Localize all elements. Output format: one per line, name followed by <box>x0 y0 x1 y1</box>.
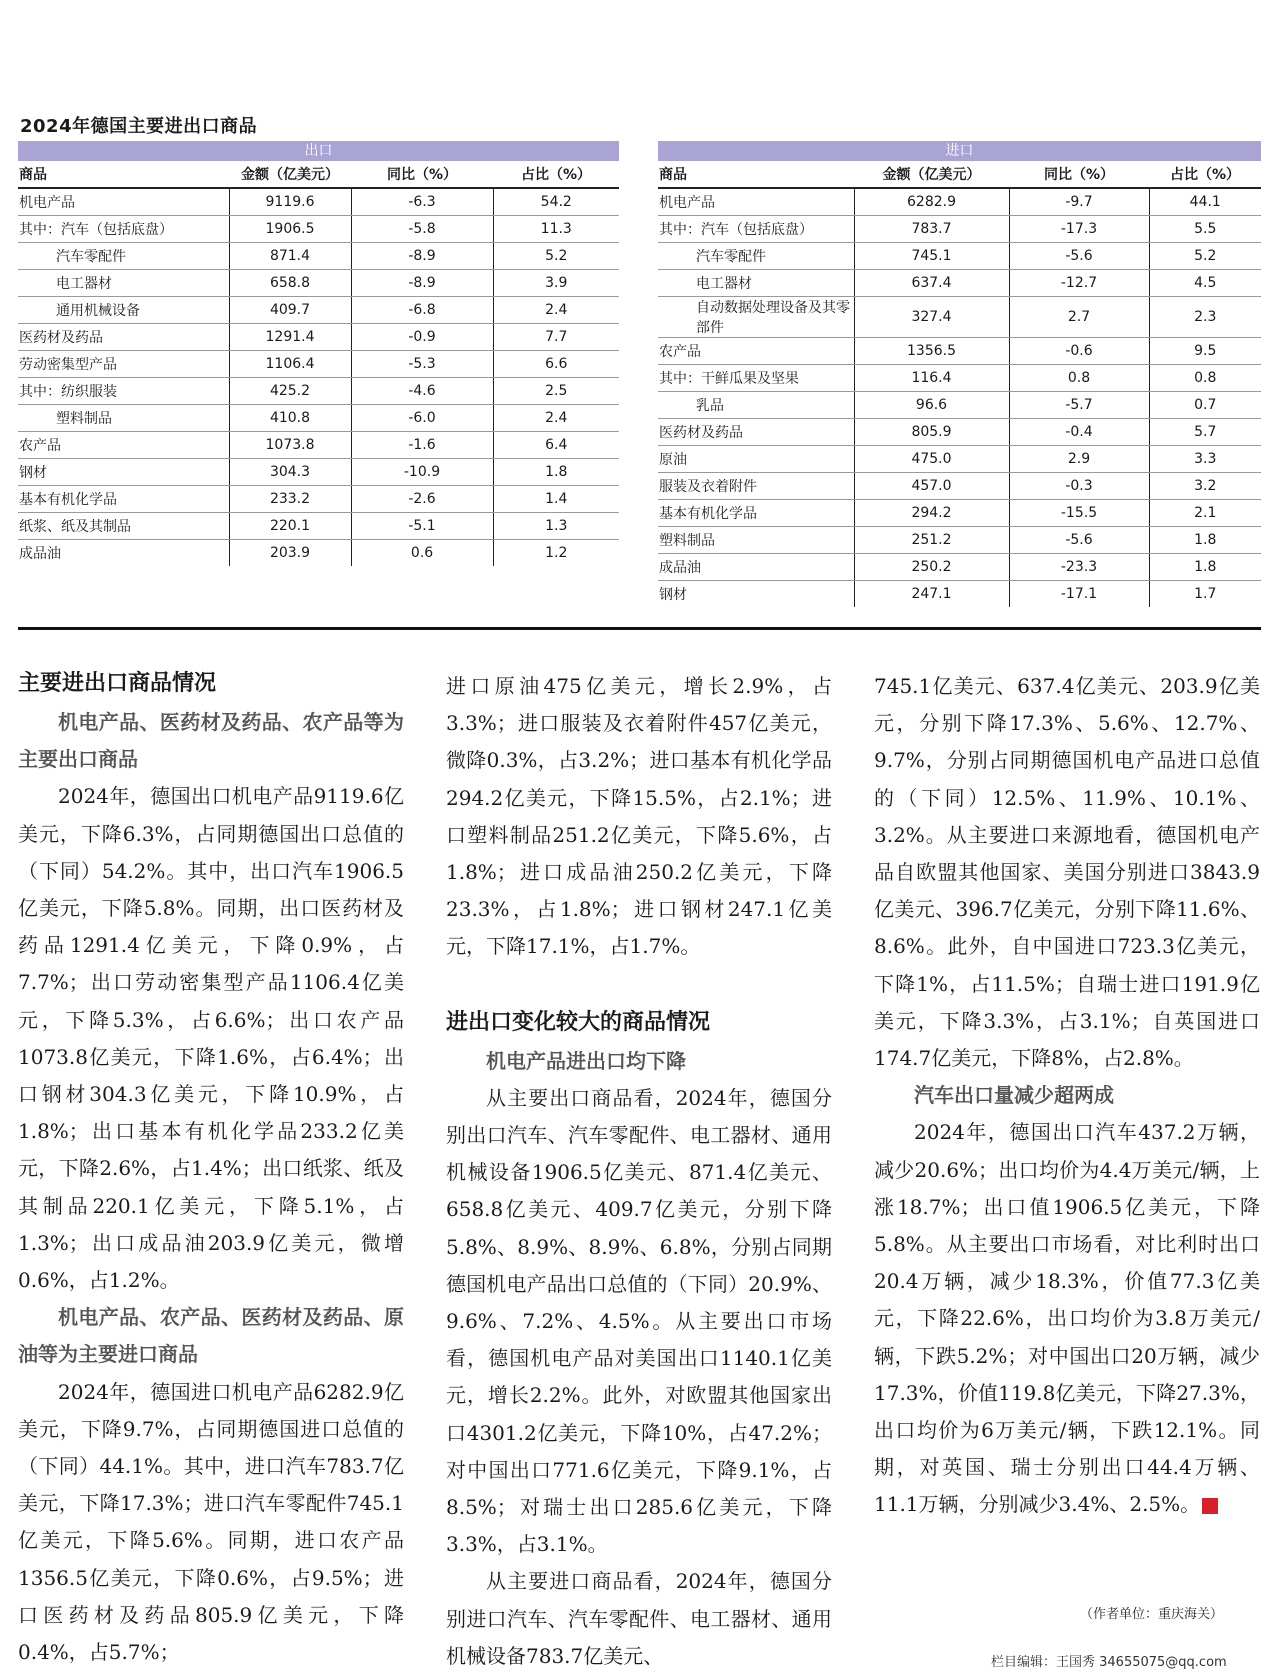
import-cell-share: 44.1 <box>1149 188 1261 216</box>
import-cell-yoy: -0.4 <box>1009 419 1149 446</box>
import-table-row <box>658 473 1261 500</box>
import-cell-yoy: -15.5 <box>1009 500 1149 527</box>
export-cell-name: 纸浆、纸及其制品 <box>18 513 229 540</box>
export-header-name: 商品 <box>18 161 229 188</box>
end-mark-icon: C <box>1202 1498 1218 1514</box>
import-cell-name: 其中：干鲜瓜果及坚果 <box>658 365 854 392</box>
export-cell-yoy: -6.3 <box>351 188 493 216</box>
subheading: 机电产品进出口均下降 <box>486 1048 686 1073</box>
export-cell-share: 6.4 <box>493 432 619 459</box>
import-band: 进口 <box>658 141 1261 161</box>
export-table-row <box>18 540 619 567</box>
export-cell-amount: 203.9 <box>229 540 351 567</box>
paragraph <box>874 1114 1260 1523</box>
export-table-row <box>18 324 619 351</box>
export-table-row <box>18 513 619 540</box>
import-header-amount: 金额（亿美元） <box>854 161 1009 188</box>
import-cell-share: 0.8 <box>1149 365 1261 392</box>
export-cell-share: 2.5 <box>493 378 619 405</box>
import-cell-name: 乳品 <box>658 392 854 419</box>
export-cell-name: 其中：汽车（包括底盘） <box>18 216 229 243</box>
export-cell-yoy: -8.9 <box>351 243 493 270</box>
export-cell-amount: 233.2 <box>229 486 351 513</box>
export-cell-yoy: -6.0 <box>351 405 493 432</box>
import-cell-amount: 251.2 <box>854 527 1009 554</box>
export-header-amount: 金额（亿美元） <box>229 161 351 188</box>
import-cell-name: 农产品 <box>658 338 854 365</box>
export-table-row <box>18 216 619 243</box>
paragraph: 745.1亿美元、637.4亿美元、203.9亿美元，分别下降17.3%、5.6%、12.7%、9.7%，分别占同期德国机电产品进口总值的（下同）12.5%、11.9%、10.1%、3.2%。从主要进口来源地看，德国机电产品自欧盟其他国家、美国分别进口3843.9亿美元、396.7亿美元，分别下降11.6%、8.6%。此外，自中国进口723.3亿美元，下降1%，占11.5%；自瑞士进口191.9亿美元，下降3.3%，占3.1%；自英国进口174.7亿美元，下降8%，占2.8%。 <box>874 674 1260 1071</box>
paragraph: 进口原油475亿美元，增长2.9%，占3.3%；进口服装及衣着附件457亿美元，微降0.3%，占3.2%；进口基本有机化学品294.2亿美元，下降15.5%，占2.1%；进口塑料制品251.2亿美元，下降5.6%，占1.8%；进口成品油250.2亿美元，下降23.3%，占1.8%；进口钢材247.1亿美元，下降17.1%，占1.7%。 <box>446 674 832 959</box>
import-header-yoy: 同比（%） <box>1009 161 1149 188</box>
import-header-name: 商品 <box>658 161 854 188</box>
import-cell-share: 3.2 <box>1149 473 1261 500</box>
import-table-row <box>658 500 1261 527</box>
section-heading: 主要进出口商品情况 <box>18 671 217 696</box>
import-cell-yoy: -12.7 <box>1009 270 1149 297</box>
export-cell-name: 电工器材 <box>18 270 229 297</box>
export-cell-yoy: -4.6 <box>351 378 493 405</box>
export-band: 出口 <box>18 141 619 161</box>
export-cell-share: 1.3 <box>493 513 619 540</box>
import-cell-amount: 327.4 <box>854 297 1009 338</box>
export-cell-yoy: -2.6 <box>351 486 493 513</box>
import-cell-amount: 96.6 <box>854 392 1009 419</box>
import-header-share: 占比（%） <box>1149 161 1261 188</box>
export-table <box>18 141 619 566</box>
export-table-row <box>18 351 619 378</box>
import-cell-share: 4.5 <box>1149 270 1261 297</box>
paragraph: 从主要出口商品看，2024年，德国分别出口汽车、汽车零配件、电工器材、通用机械设备1906.5亿美元、871.4亿美元、658.8亿美元、409.7亿美元，分别下降5.8%、8.9%、8.9%、6.8%，分别占同期德国机电产品出口总值的（下同）20.9%、9.6%、7.2%、4.5%。从主要出口市场看，德国机电产品对美国出口1140.1亿美元，增长2.2%。此外，对欧盟其他国家出口4301.2亿美元，下降10%，占47.2%；对中国出口771.6亿美元，下降9.1%，占8.5%；对瑞士出口285.6亿美元，下降3.3%，占3.1%。 <box>446 1085 832 1557</box>
import-cell-name: 服装及衣着附件 <box>658 473 854 500</box>
import-cell-yoy: 0.8 <box>1009 365 1149 392</box>
import-cell-amount: 475.0 <box>854 446 1009 473</box>
export-cell-share: 1.4 <box>493 486 619 513</box>
export-header-share: 占比（%） <box>493 161 619 188</box>
table-bottom-rule <box>18 627 1261 630</box>
export-cell-yoy: 0.6 <box>351 540 493 567</box>
editor-note: 栏目编辑：王国秀 34655075@qq.com <box>991 1655 1227 1670</box>
import-cell-name: 其中：汽车（包括底盘） <box>658 216 854 243</box>
section-heading: 进出口变化较大的商品情况 <box>446 1009 711 1035</box>
export-table-row <box>18 378 619 405</box>
export-cell-yoy: -0.9 <box>351 324 493 351</box>
import-cell-amount: 637.4 <box>854 270 1009 297</box>
export-cell-amount: 871.4 <box>229 243 351 270</box>
export-table-row <box>18 297 619 324</box>
import-cell-share: 1.7 <box>1149 581 1261 608</box>
import-cell-yoy: -0.3 <box>1009 473 1149 500</box>
import-cell-yoy: 2.7 <box>1009 297 1149 338</box>
export-cell-name: 汽车零配件 <box>18 243 229 270</box>
import-cell-amount: 783.7 <box>854 216 1009 243</box>
table-title: 2024年德国主要进出口商品 <box>20 116 258 137</box>
import-cell-share: 2.1 <box>1149 500 1261 527</box>
export-cell-amount: 658.8 <box>229 270 351 297</box>
article-column-1 <box>18 664 404 1671</box>
import-table-row <box>658 365 1261 392</box>
import-cell-share: 5.7 <box>1149 419 1261 446</box>
export-cell-yoy: -8.9 <box>351 270 493 297</box>
import-cell-amount: 805.9 <box>854 419 1009 446</box>
export-cell-yoy: -5.3 <box>351 351 493 378</box>
paragraph: 2024年，德国进口机电产品6282.9亿美元，下降9.7%，占同期德国进口总值的（下同）44.1%。其中，进口汽车783.7亿美元，下降17.3%；进口汽车零配件745.1亿美元，下降5.6%。同期，进口农产品1356.5亿美元，下降0.6%，占9.5%；进口医药材及药品805.9亿美元，下降0.4%，占5.7%； <box>18 1379 404 1665</box>
import-cell-name: 塑料制品 <box>658 527 854 554</box>
export-cell-yoy: -6.8 <box>351 297 493 324</box>
subheading: 汽车出口量减少超两成 <box>914 1083 1114 1108</box>
export-cell-amount: 1906.5 <box>229 216 351 243</box>
article-column-3 <box>874 668 1260 1524</box>
import-cell-share: 5.2 <box>1149 243 1261 270</box>
import-cell-share: 2.3 <box>1149 297 1261 338</box>
import-cell-amount: 1356.5 <box>854 338 1009 365</box>
import-cell-name: 基本有机化学品 <box>658 500 854 527</box>
import-cell-yoy: -5.6 <box>1009 527 1149 554</box>
import-table-row <box>658 554 1261 581</box>
import-table-row <box>658 243 1261 270</box>
import-cell-amount: 745.1 <box>854 243 1009 270</box>
export-cell-name: 机电产品 <box>18 188 229 216</box>
import-table-row <box>658 419 1261 446</box>
import-cell-name: 汽车零配件 <box>658 243 854 270</box>
import-table-row <box>658 297 1261 338</box>
subheading: 机电产品、医药材及药品、农产品等为主要出口商品 <box>18 710 404 772</box>
subheading: 机电产品、农产品、医药材及药品、原油等为主要进口商品 <box>18 1305 404 1367</box>
export-cell-share: 6.6 <box>493 351 619 378</box>
import-cell-name: 医药材及药品 <box>658 419 854 446</box>
export-cell-name: 钢材 <box>18 459 229 486</box>
export-table-row <box>18 486 619 513</box>
import-cell-share: 1.8 <box>1149 527 1261 554</box>
export-cell-amount: 220.1 <box>229 513 351 540</box>
paragraph: 从主要进口商品看，2024年，德国分别进口汽车、汽车零配件、电工器材、通用机械设备783.7亿美元、 <box>446 1569 832 1668</box>
article-column-2 <box>446 668 832 1675</box>
export-header-yoy: 同比（%） <box>351 161 493 188</box>
import-cell-amount: 294.2 <box>854 500 1009 527</box>
export-cell-amount: 1291.4 <box>229 324 351 351</box>
export-cell-name: 基本有机化学品 <box>18 486 229 513</box>
export-cell-yoy: -5.8 <box>351 216 493 243</box>
export-table-row <box>18 459 619 486</box>
import-cell-yoy: -0.6 <box>1009 338 1149 365</box>
export-cell-amount: 410.8 <box>229 405 351 432</box>
import-cell-name: 成品油 <box>658 554 854 581</box>
import-table-row <box>658 581 1261 608</box>
import-cell-yoy: 2.9 <box>1009 446 1149 473</box>
author-note: （作者单位：重庆海关） <box>1080 1607 1224 1622</box>
import-cell-amount: 457.0 <box>854 473 1009 500</box>
import-cell-yoy: -5.6 <box>1009 243 1149 270</box>
import-cell-name: 原油 <box>658 446 854 473</box>
import-table-row <box>658 270 1261 297</box>
export-cell-name: 劳动密集型产品 <box>18 351 229 378</box>
import-cell-name: 自动数据处理设备及其零部件 <box>658 297 854 338</box>
export-cell-amount: 304.3 <box>229 459 351 486</box>
import-cell-share: 0.7 <box>1149 392 1261 419</box>
import-cell-amount: 116.4 <box>854 365 1009 392</box>
import-table-row <box>658 446 1261 473</box>
export-cell-yoy: -10.9 <box>351 459 493 486</box>
import-cell-share: 1.8 <box>1149 554 1261 581</box>
import-cell-yoy: -17.1 <box>1009 581 1149 608</box>
export-cell-share: 1.8 <box>493 459 619 486</box>
export-cell-share: 11.3 <box>493 216 619 243</box>
import-table <box>658 141 1261 607</box>
export-table-row <box>18 188 619 216</box>
export-cell-amount: 9119.6 <box>229 188 351 216</box>
export-cell-share: 7.7 <box>493 324 619 351</box>
import-table-row <box>658 188 1261 216</box>
export-cell-name: 医药材及药品 <box>18 324 229 351</box>
import-cell-amount: 250.2 <box>854 554 1009 581</box>
export-table-row <box>18 270 619 297</box>
export-cell-share: 1.2 <box>493 540 619 567</box>
export-cell-amount: 1106.4 <box>229 351 351 378</box>
import-cell-yoy: -23.3 <box>1009 554 1149 581</box>
import-cell-amount: 6282.9 <box>854 188 1009 216</box>
import-cell-yoy: -5.7 <box>1009 392 1149 419</box>
export-cell-name: 塑料制品 <box>18 405 229 432</box>
export-cell-amount: 1073.8 <box>229 432 351 459</box>
paragraph: 2024年，德国出口机电产品9119.6亿美元，下降6.3%，占同期德国出口总值的（下同）54.2%。其中，出口汽车1906.5亿美元，下降5.8%。同期，出口医药材及药品1291.4亿美元，下降0.9%，占7.7%；出口劳动密集型产品1106.4亿美元，下降5.3%，占6.6%；出口农产品1073.8亿美元，下降1.6%，占6.4%；出口钢材304.3亿美元，下降10.9%，占1.8%；出口基本有机化学品233.2亿美元，下降2.6%，占1.4%；出口纸浆、纸及其制品220.1亿美元，下降5.1%，占1.3%；出口成品油203.9亿美元，微增0.6%，占1.2%。 <box>18 784 404 1293</box>
import-cell-yoy: -17.3 <box>1009 216 1149 243</box>
export-cell-yoy: -1.6 <box>351 432 493 459</box>
export-cell-name: 农产品 <box>18 432 229 459</box>
import-cell-yoy: -9.7 <box>1009 188 1149 216</box>
import-cell-name: 电工器材 <box>658 270 854 297</box>
import-table-row <box>658 392 1261 419</box>
export-cell-amount: 409.7 <box>229 297 351 324</box>
import-table-row <box>658 216 1261 243</box>
export-cell-amount: 425.2 <box>229 378 351 405</box>
export-cell-yoy: -5.1 <box>351 513 493 540</box>
export-cell-name: 成品油 <box>19 546 61 562</box>
import-table-row <box>658 527 1261 554</box>
import-cell-name: 钢材 <box>659 587 687 603</box>
export-table-row <box>18 243 619 270</box>
export-cell-name: 通用机械设备 <box>18 297 229 324</box>
export-table-row <box>18 405 619 432</box>
import-cell-amount: 247.1 <box>854 581 1009 608</box>
export-cell-share: 2.4 <box>493 297 619 324</box>
export-table-row <box>18 432 619 459</box>
export-cell-name: 其中：纺织服装 <box>18 378 229 405</box>
import-cell-share: 5.5 <box>1149 216 1261 243</box>
export-cell-share: 2.4 <box>493 405 619 432</box>
export-cell-share: 3.9 <box>493 270 619 297</box>
paragraph-text: 2024年，德国出口汽车437.2万辆，减少20.6%；出口均价为4.4万美元/辆，上涨18.7%；出口值1906.5亿美元，下降5.8%。从主要出口市场看，对比利时出口20.4万辆，减少18.3%，价值77.3亿美元，下降22.6%，出口均价为3.8万美元/辆，下跌5.2%；对中国出口20万辆，减少17.3%，价值119.8亿美元，下降27.3%，出口均价为6万美元/辆，下跌12.1%。同期，对英国、瑞士分别出口44.4万辆、11.1万辆，分别减少3.4%、2.5%。 <box>874 1120 1260 1517</box>
import-cell-share: 3.3 <box>1149 446 1261 473</box>
import-cell-share: 9.5 <box>1149 338 1261 365</box>
import-table-row <box>658 338 1261 365</box>
import-cell-name: 机电产品 <box>658 188 854 216</box>
export-cell-share: 5.2 <box>493 243 619 270</box>
export-cell-share: 54.2 <box>493 188 619 216</box>
